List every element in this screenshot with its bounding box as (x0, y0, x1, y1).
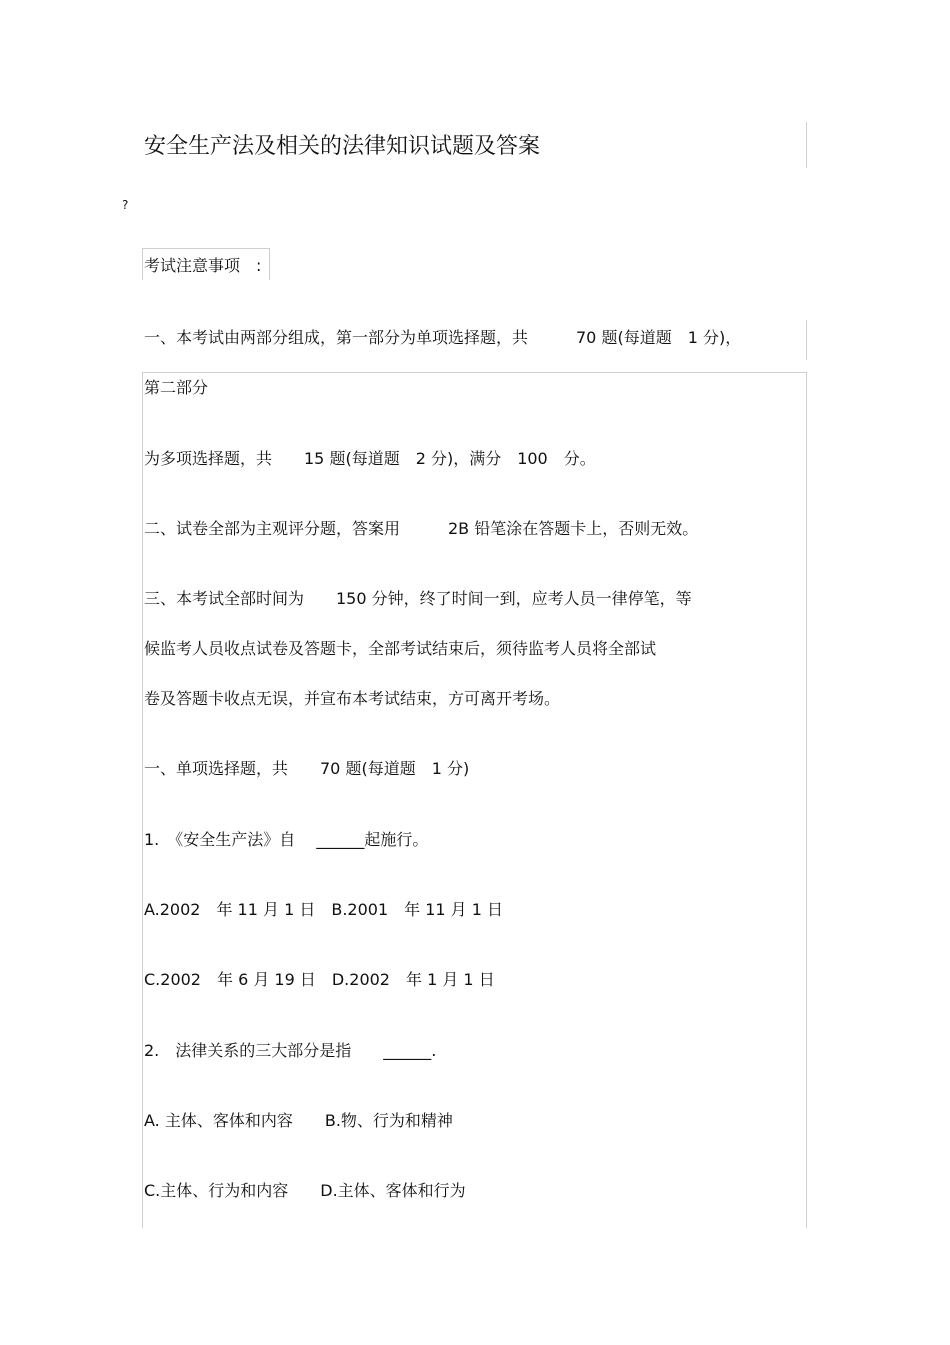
notice-item2: 二、试卷全部为主观评分题，答案用 2B 铅笔涂在答题卡上，否则无效。 (144, 519, 699, 538)
notice-item1-line1: 一、本考试由两部分组成，第一部分为单项选择题，共 70 题(每道题 1 分)， (144, 328, 742, 347)
border-top-body (142, 372, 807, 373)
notice-heading: 考试注意事项 : (144, 256, 262, 275)
notice-item3-line2: 候监考人员收点试卷及答题卡，全部考试结束后，须待监考人员将全部试 (144, 639, 657, 658)
border-right-body (806, 372, 807, 1228)
question-1-stem: 1. 《安全生产法》自 ______起施行。 (144, 830, 429, 849)
notice-item1-line3: 为多项选择题，共 15 题(每道题 2 分)，满分 100 分。 (144, 449, 596, 468)
question-2-options-a-b: A. 主体、客体和内容 B.物、行为和精神 (144, 1111, 453, 1130)
question-1-options-c-d: C.2002 年 6 月 19 日 D.2002 年 1 月 1 日 (144, 970, 495, 989)
question-2-options-c-d: C.主体、行为和内容 D.主体、客体和行为 (144, 1181, 466, 1200)
border-right-notice (269, 248, 270, 280)
border-left-notice (142, 248, 143, 280)
section1-heading: 一、单项选择题，共 70 题(每道题 1 分) (144, 759, 470, 778)
border-top-notice (142, 248, 270, 249)
question-2-stem: 2. 法律关系的三大部分是指 ______. (144, 1041, 437, 1060)
question-1-options-a-b: A.2002 年 11 月 1 日 B.2001 年 11 月 1 日 (144, 900, 504, 919)
border-right-top (806, 122, 807, 168)
stray-mark: ? (122, 198, 129, 212)
border-left-body (142, 372, 143, 1228)
notice-item3-line3: 卷及答题卡收点无误，并宣布本考试结束，方可离开考场。 (144, 689, 561, 708)
notice-item1-line2: 第二部分 (144, 378, 209, 397)
border-right-item1 (806, 320, 807, 360)
notice-item3-line1: 三、本考试全部时间为 150 分钟，终了时间一到，应考人员一律停笔，等 (144, 589, 692, 608)
document-title: 安全生产法及相关的法律知识试题及答案 (144, 134, 541, 159)
